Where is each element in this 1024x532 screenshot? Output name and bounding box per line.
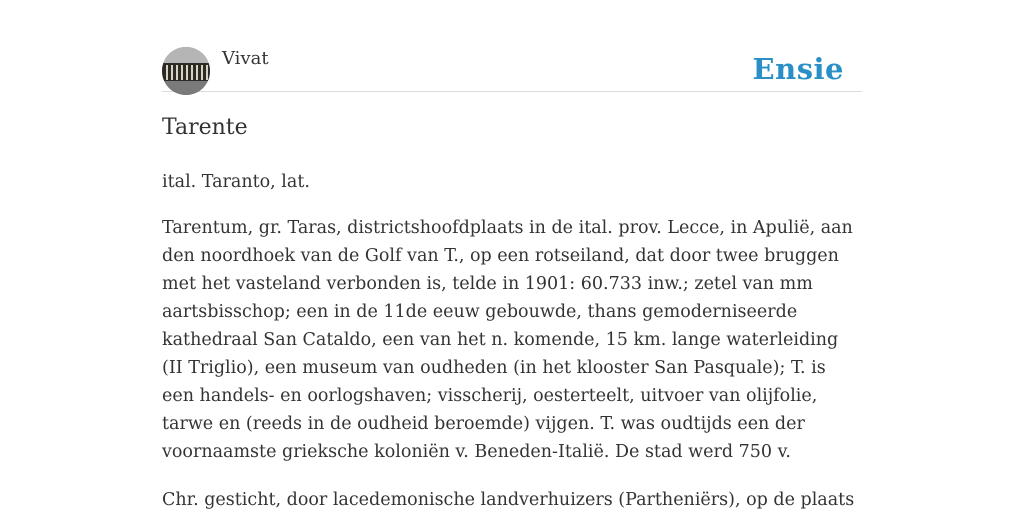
page-title: Tarente — [162, 115, 248, 140]
paragraph-1: ital. Taranto, lat. — [162, 172, 310, 192]
paragraph-2: Tarentum, gr. Taras, districtshoofdplaats in de ital. prov. Lecce, in Apulië, aan den noordhoek van de Golf van T., op een rotseiland, dat door twee bruggen met het vasteland verbonden is, telde in 1901: 60.733 inw.; zetel van mm aartsbisschop; een in de 11de eeuw gebouwde, thans gemoderniseerde kathedraal San Cataldo, een van het n. komende, 15 km. lange waterleiding (II Triglio), een museum van oudheden (in het klooster San Pasquale); T. is een handels- en oorlogshaven; visscherij, oesterteelt, uitvoer van olijfolie, tarwe en (reeds in de oudheid beroemde) vijgen. T. was oudtijds een der voornaamste grieksche koloniën v. Beneden-Italië. De stad werd 750 v. — [162, 218, 853, 462]
source-avatar[interactable] — [162, 47, 210, 95]
article-body — [162, 168, 862, 532]
book-spines-icon — [162, 47, 210, 95]
header — [162, 46, 862, 92]
brand-logo[interactable]: Ensie — [752, 52, 844, 86]
paragraph-3: Chr. gesticht, door lacedemonische landverhuizers (Partheniërs), op de plaats — [162, 490, 855, 510]
source-name[interactable]: Vivat — [222, 48, 269, 69]
